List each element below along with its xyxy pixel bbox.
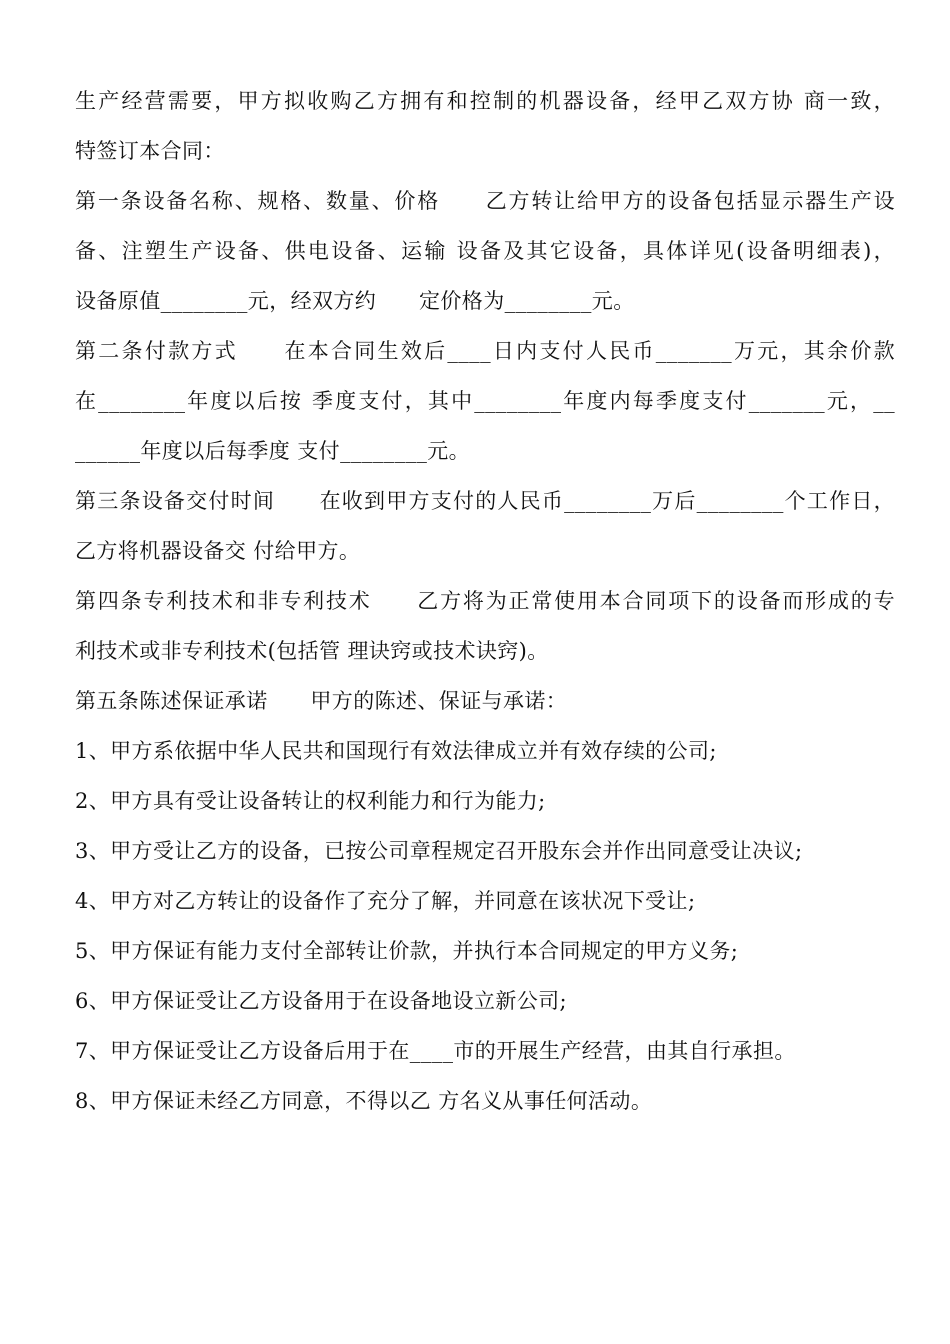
clause-5-item-5: 5、甲方保证有能力支付全部转让价款，并执行本合同规定的甲方义务;: [75, 939, 739, 963]
clause-5-item-3: 3、甲方受让乙方的设备，已按公司章程规定召开股东会并作出同意受让决议;: [75, 839, 803, 863]
clause-3-line-1: 第三条设备交付时间 在收到甲方支付的人民币________万后________个工作日，: [75, 489, 895, 513]
clause-1-line-3: 设备原值________元，经双方约 定价格为________元。: [75, 289, 635, 313]
clause-3-line-2: 乙方将机器设备交 付给甲方。: [75, 539, 361, 563]
clause-5-item-6: 6、甲方保证受让乙方设备用于在设备地设立新公司;: [75, 989, 568, 1013]
paragraph-line-preamble-2: 特签订本合同：: [75, 139, 225, 163]
clause-4-line-2: 利技术或非专利技术(包括管 理诀窍或技术诀窍)。: [75, 639, 549, 663]
clause-2-line-1: 第二条付款方式 在本合同生效后____日内支付人民币_______万元，其余价款: [75, 339, 895, 363]
clause-5-item-8: 8、甲方保证未经乙方同意，不得以乙 方名义从事任何活动。: [75, 1089, 653, 1113]
clause-5-item-7: 7、甲方保证受让乙方设备后用于在____市的开展生产经营，由其自行承担。: [75, 1039, 796, 1063]
clause-2-line-2: 在________年度以后按 季度支付，其中________年度内每季度支付_______元，__: [75, 389, 895, 413]
clause-4-line-1: 第四条专利技术和非专利技术 乙方将为正常使用本合同项下的设备而形成的专: [75, 589, 895, 613]
clause-2-line-3: ______年度以后每季度 支付________元。: [75, 439, 471, 463]
contract-page: [75, 76, 895, 1126]
clause-5-item-2: 2、甲方具有受让设备转让的权利能力和行为能力;: [75, 789, 546, 813]
clause-1-line-2: 备、注塑生产设备、供电设备、运输 设备及其它设备，具体详见(设备明细表)，: [75, 239, 895, 263]
clause-5-item-4: 4、甲方对乙方转让的设备作了充分了解，并同意在该状况下受让;: [75, 889, 696, 913]
paragraph-line-preamble-1: 生产经营需要，甲方拟收购乙方拥有和控制的机器设备，经甲乙双方协 商一致，: [75, 89, 895, 113]
clause-1-line-1: 第一条设备名称、规格、数量、价格 乙方转让给甲方的设备包括显示器生产设: [75, 189, 895, 213]
clause-5-heading: 第五条陈述保证承诺 甲方的陈述、保证与承诺：: [75, 689, 568, 713]
clause-5-item-1: 1、甲方系依据中华人民共和国现行有效法律成立并有效存续的公司;: [75, 739, 717, 763]
